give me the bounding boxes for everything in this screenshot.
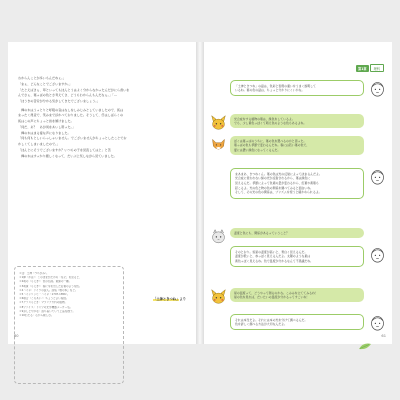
footnote-line: ＊3萌黄（もえぎ）：春に芽を出した若葉のような色。: [19, 284, 82, 288]
story-line: まったく得意で、笑みまで浮かべておりました。そうして、仔はしばらくの: [18, 113, 124, 117]
speech-bubble: [230, 114, 364, 128]
speech-line: 光合成に使われない緑の光が反射されるから、葉は緑色に: [235, 176, 311, 181]
chapter-badge: 第1章: [358, 66, 367, 71]
story-line: 「たとえばさぁ、草といってもほんとうはよく分からなかったんだがにら香いを: [18, 88, 130, 92]
speech-line: 星の温度って、どうやって測るのかな。こみみを立ててみるね！: [234, 290, 318, 295]
story-line: 「何も何もとしいらっしゃいません。でございませんがちょっとしたことでお: [18, 136, 127, 140]
speech-line: ぼくは葉っぱのうちに、葉の色を選べるのかと思った。: [234, 138, 307, 143]
footnote-line: ＊8ツァイス：ドイツの光学機器メーカー名。: [19, 305, 73, 309]
story-line: 「何だ、あ？ あが何をあいし帯った。」: [18, 125, 76, 129]
footnote-line: ＊注：土神（つちがみ）。: [19, 272, 49, 275]
speech-line: そして、その光の色の関係は、プリズムを使うと確かめられるよ。: [235, 190, 322, 195]
footnote-line: ＊7グラスもどき：マツリアカ科の植物。: [19, 301, 68, 305]
speech-bubble: [230, 246, 364, 267]
pikachu-like-avatar-icon: [210, 288, 227, 305]
leaf-decoration-icon: [358, 342, 372, 350]
left-page: [8, 42, 196, 344]
story-line: 「まぁ、どんなことでございますか。」: [18, 82, 73, 86]
footnote-line: ＊1樺（かば）：このままがたかの「なぞ」を見ると、: [19, 276, 82, 280]
speech-line: 星の色を見れば、だいたいの温度が分かるってすごいね！: [234, 295, 310, 300]
footnote-line: ＊5ハインリッヒ・ハイネ（1797-1856）。: [19, 293, 70, 297]
footnotes-box: [14, 266, 124, 384]
footnote-line: ＊6頃合（ころあい）：ちょうどよい程度。: [19, 297, 69, 301]
story-line: 狐はこの声にちょっと首を傾けました。: [18, 119, 74, 123]
footnote-line: ＊4ハイネ：ドイツの詩人。詩集『歌の本』など。: [19, 288, 78, 292]
speech-line: 見えるんだ。季節によって色素の量が変わるから、紅葉や黄葉も: [235, 180, 319, 185]
footnote-line: ＊9おしとやかな：落ち着いていて上品な様子。: [19, 309, 76, 313]
speech-bubble: [230, 314, 364, 330]
right-page: [204, 42, 392, 344]
story-line: わからんことが多いもんだねぇ。」: [18, 76, 66, 80]
story-line: 樺の木はうっとりと呼吸の音はなしをしみじみとしていましたので、狐は: [18, 108, 124, 112]
page-number-left: 60: [14, 334, 19, 338]
speech-bubble: [230, 168, 364, 199]
speech-line: そのとおり。恒星の温度が高いと、青白く見えるんだ。: [235, 249, 308, 254]
story-line: 「ほうきの苦労が分かる気がしてきたでございましょう。」: [18, 99, 100, 103]
story-line: 樺の木はすっかり嬉しくなって、だいぶ上気しながら見ていました。: [18, 154, 117, 158]
boy-avatar-icon: [369, 246, 386, 263]
footnote-line: ＊10わたる：心から親しむ。: [19, 314, 54, 318]
subject-tag: 理科: [370, 64, 384, 72]
speech-bubble: [230, 136, 364, 155]
speech-line: 温度と色にも、関係があるっていうこと？: [234, 230, 289, 235]
speech-line: 光合成をする植物の葉は、緑色をしているよ。: [234, 116, 295, 121]
source-citation: [153, 296, 186, 301]
speech-line: 温度が低いと、赤っぽく見えるんだよ。太陽のような星は: [235, 254, 311, 259]
speech-line: 起こるよ。光の色と物の色の関係を調べてみると面白いね。: [235, 185, 314, 190]
speech-line: 「土神ときつね」の話は、色彩と表現の違いをうまく説明して: [235, 83, 316, 88]
boy-avatar-icon: [369, 168, 386, 185]
story-line: かしくてしまいましたので。」: [18, 142, 60, 146]
source-title: 「土神ときつね」: [153, 297, 180, 301]
speech-line: でも、少し黄色っぽくて萌え色のような色もあるよね。: [234, 121, 307, 126]
speech-line: まあまあ、きつねくん。葉の色は光の反射によって決まるんだよ。: [235, 171, 322, 176]
speech-line: 夏には濃い緑色になってくるんだ。: [234, 147, 281, 152]
boy-avatar-icon: [369, 314, 386, 331]
speech-line: 葉っぱの色も季節で変わるんだね。春には若い葉の色で、: [234, 143, 310, 148]
source-suffix: より: [179, 297, 186, 301]
speech-line: 黄色っぽく見えるね。色で温度が分かるなんて不思議だね。: [235, 258, 314, 263]
story-line: 樺の木はまる蜜な声になりました。: [18, 131, 71, 135]
speech-line: それは本当だよ。それには本の光を分けて調べるんだ。: [235, 317, 308, 322]
book-spine: [196, 42, 204, 344]
story-line: 「ほんとにそうでございますか？いつもの子を見直してはと」と苦: [18, 148, 111, 152]
story-line: んでさぁ、葉っぱの色とさ考えてさ、どうもわからんもんだなぁ。」「…: [18, 93, 117, 97]
cat-avatar-icon: [210, 228, 227, 245]
boy-avatar-icon: [369, 80, 386, 97]
speech-bubble: [230, 80, 364, 96]
speech-bubble: [230, 228, 364, 238]
speech-bubble: [230, 288, 364, 302]
fox-avatar-icon: [210, 136, 227, 153]
speech-line: いるね。葉の色の話は、ちょっと分かりにくいかな。: [235, 88, 305, 93]
speech-line: 色を詳しく調べる方法が大切なんだよ。: [235, 322, 288, 327]
footnote-line: ＊2萌の（もえぎ）：色の名前。黄緑の一種。: [19, 280, 72, 284]
pikachu-like-avatar-icon: [210, 114, 227, 131]
page-number-right: 61: [381, 334, 386, 338]
chapter-label: [356, 64, 384, 72]
